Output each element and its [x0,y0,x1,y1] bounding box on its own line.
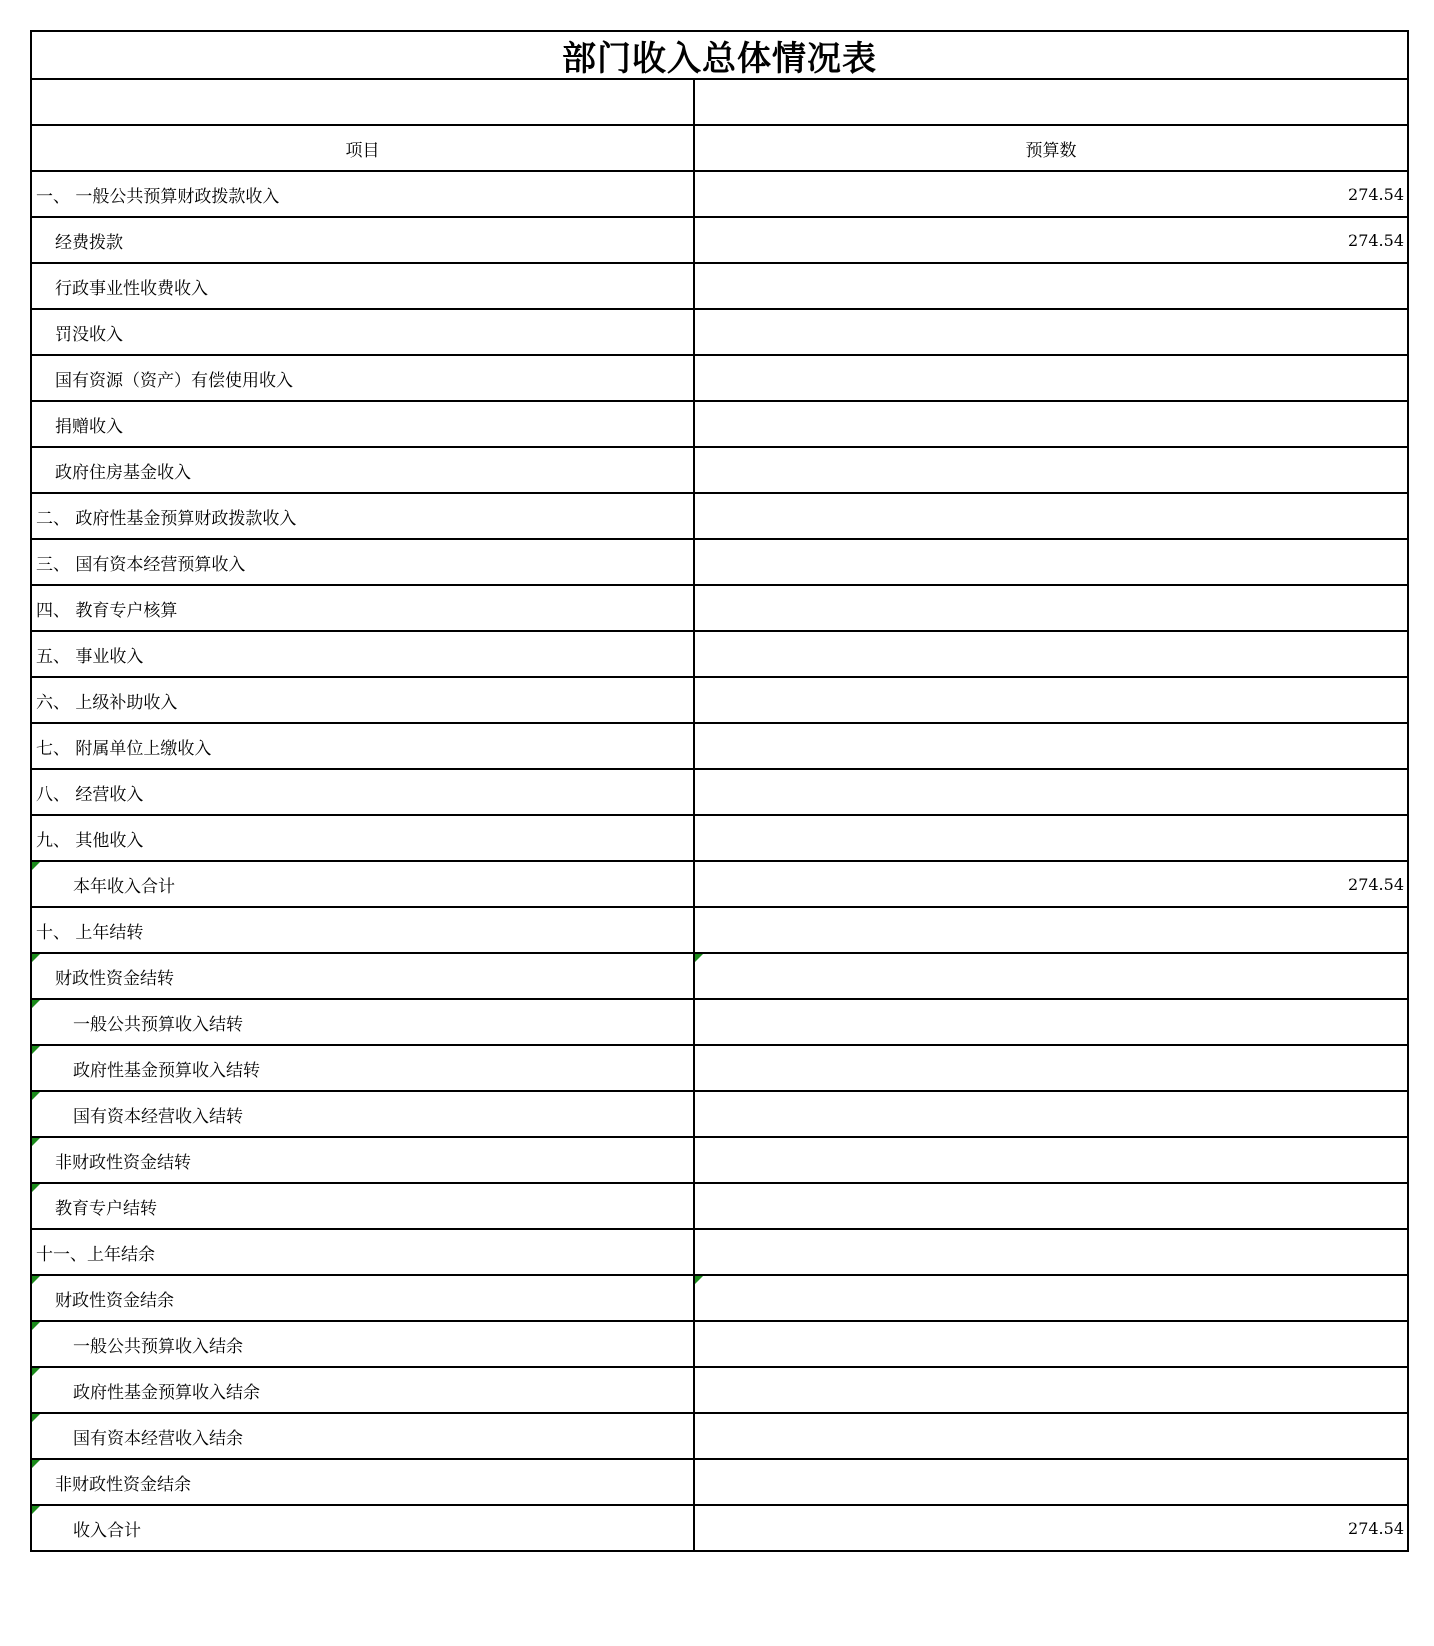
table-row [32,1368,1409,1414]
table-row [32,494,1409,540]
row-label: 十一、上年结余 [32,1230,695,1274]
income-summary-table [30,30,1409,1552]
row-label: 一、 一般公共预算财政拨款收入 [32,172,695,216]
row-label: 五、 事业收入 [32,632,695,676]
row-value [695,1092,1409,1136]
table-row [32,724,1409,770]
row-value [695,1138,1409,1182]
row-label: 九、 其他收入 [32,816,695,860]
row-value [695,1184,1409,1228]
table-row [32,816,1409,862]
row-value [695,724,1409,768]
row-label: 国有资本经营收入结余 [32,1414,695,1458]
table-row [32,586,1409,632]
title-row [32,32,1409,80]
table-row [32,1138,1409,1184]
row-value [695,1230,1409,1274]
row-value: 274.54 [695,172,1409,216]
row-value [695,1046,1409,1090]
row-label: 教育专户结转 [32,1184,695,1228]
row-label: 八、 经营收入 [32,770,695,814]
row-label: 政府性基金预算收入结余 [32,1368,695,1412]
table-row [32,1460,1409,1506]
row-value [695,908,1409,952]
row-label: 财政性资金结转 [32,954,695,998]
table-row [32,678,1409,724]
blank-row [32,80,1409,126]
table-title: 部门收入总体情况表 [32,32,1409,78]
row-value [695,1276,1409,1320]
row-value [695,264,1409,308]
row-label: 捐赠收入 [32,402,695,446]
table-row [32,1230,1409,1276]
row-value [695,356,1409,400]
row-label: 政府性基金预算收入结转 [32,1046,695,1090]
row-label: 十、 上年结转 [32,908,695,952]
row-value [695,632,1409,676]
row-value: 274.54 [695,862,1409,906]
row-value [695,1460,1409,1504]
row-label: 非财政性资金结转 [32,1138,695,1182]
row-label: 三、 国有资本经营预算收入 [32,540,695,584]
row-value [695,954,1409,998]
row-label: 财政性资金结余 [32,1276,695,1320]
blank-cell [695,80,1409,124]
row-value [695,586,1409,630]
row-label: 收入合计 [32,1506,695,1550]
row-label: 政府住房基金收入 [32,448,695,492]
row-label: 本年收入合计 [32,862,695,906]
row-label: 国有资本经营收入结转 [32,1092,695,1136]
row-label: 一般公共预算收入结余 [32,1322,695,1366]
row-label: 罚没收入 [32,310,695,354]
table-row [32,448,1409,494]
table-body [32,172,1409,1552]
row-value [695,816,1409,860]
table-row [32,264,1409,310]
table-row [32,356,1409,402]
table-row [32,540,1409,586]
row-value [695,1000,1409,1044]
row-label: 四、 教育专户核算 [32,586,695,630]
row-label: 六、 上级补助收入 [32,678,695,722]
table-row [32,1276,1409,1322]
row-value [695,770,1409,814]
table-row [32,1000,1409,1046]
row-label: 经费拨款 [32,218,695,262]
table-row [32,770,1409,816]
table-row [32,402,1409,448]
table-row [32,862,1409,908]
row-label: 七、 附属单位上缴收入 [32,724,695,768]
row-label: 行政事业性收费收入 [32,264,695,308]
row-value: 274.54 [695,1506,1409,1550]
row-value [695,1414,1409,1458]
row-value [695,1368,1409,1412]
row-value [695,494,1409,538]
row-value [695,402,1409,446]
row-label: 国有资源（资产）有偿使用收入 [32,356,695,400]
row-value: 274.54 [695,218,1409,262]
row-label: 二、 政府性基金预算财政拨款收入 [32,494,695,538]
row-label: 一般公共预算收入结转 [32,1000,695,1044]
row-value [695,1322,1409,1366]
blank-cell [32,80,695,124]
table-row [32,1506,1409,1552]
table-row [32,172,1409,218]
row-value [695,678,1409,722]
column-header-item: 项目 [32,126,695,170]
table-row [32,1046,1409,1092]
table-row [32,954,1409,1000]
header-row [32,126,1409,172]
table-row [32,1414,1409,1460]
row-label: 非财政性资金结余 [32,1460,695,1504]
table-row [32,310,1409,356]
row-value [695,310,1409,354]
table-row [32,1092,1409,1138]
row-value [695,540,1409,584]
column-header-budget: 预算数 [695,126,1409,170]
table-row [32,632,1409,678]
table-row [32,1322,1409,1368]
table-row [32,1184,1409,1230]
table-row [32,908,1409,954]
table-row [32,218,1409,264]
row-value [695,448,1409,492]
